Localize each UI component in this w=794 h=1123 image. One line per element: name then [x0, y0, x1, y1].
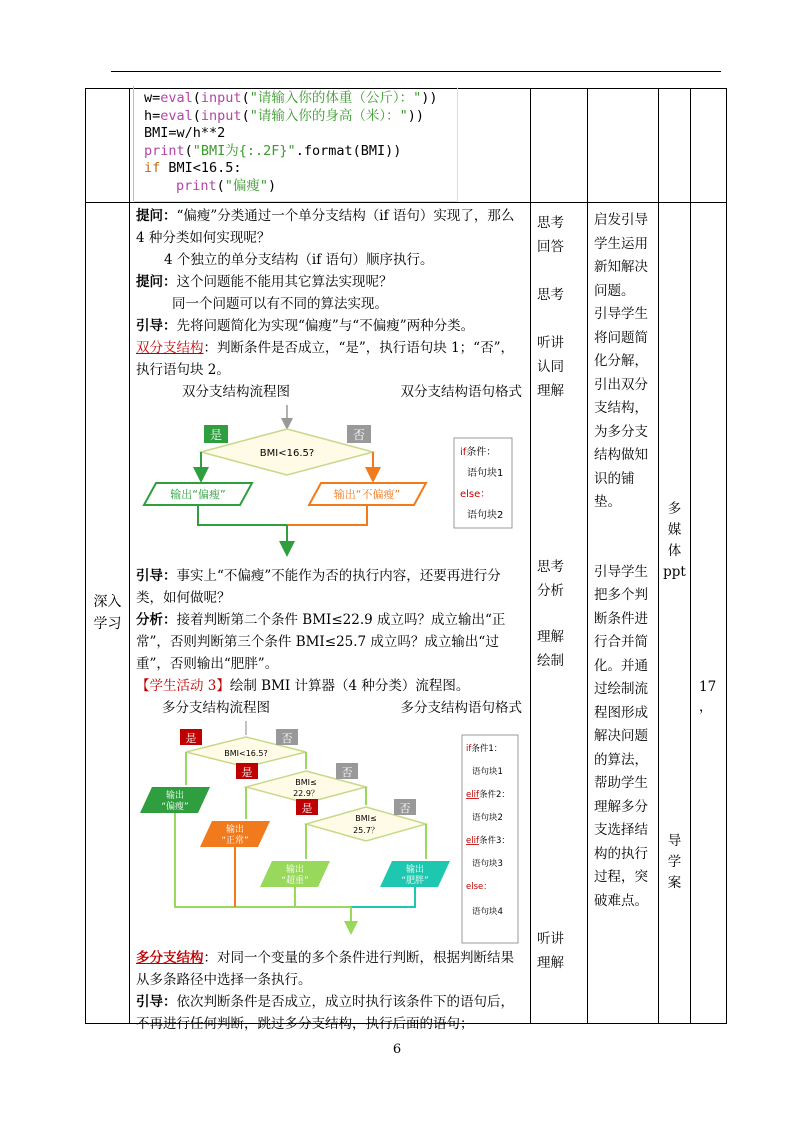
intent-2: 引导学生将问题简化分解，引出双分支结构，为多分支结构做知识的铺垫。 [594, 306, 648, 510]
analysis: 分析：接着判断第二个条件 BMI≤22.9 成立吗？成立输出“正常”，否则判断第三个条件 BMI≤25.7 成立吗？成立输出“过重”，否则输出“肥胖”。 [136, 612, 506, 672]
code-block [133, 86, 457, 201]
svg-text:elif条件3：: elif条件3： [466, 836, 510, 846]
content-body [130, 203, 530, 1032]
svg-text:是: 是 [241, 766, 253, 779]
caption-2: 多分支结构流程图 多分支结构语句格式 [162, 700, 522, 716]
svg-text:22.9？: 22.9？ [293, 789, 319, 798]
svg-text:输出: 输出 [285, 865, 305, 875]
lesson-table [85, 88, 727, 1032]
content-cell [130, 203, 531, 1032]
svg-text:BMI≤: BMI≤ [295, 778, 317, 787]
student-activity: 【学生活动 3】绘制 BMI 计算器（4 种分类）流程图。 [136, 678, 470, 694]
svg-text:输出“偏瘦”: 输出“偏瘦” [170, 488, 226, 501]
svg-text:是: 是 [185, 732, 197, 745]
intent-1: 启发引导学生运用新知解决问题。 [594, 212, 648, 299]
svg-text:BMI≤: BMI≤ [355, 814, 377, 823]
guide-1: 引导：先将问题简化为实现“偏瘦”与“不偏瘦”两种分类。 [136, 318, 475, 334]
design-intent-cell [588, 203, 659, 1024]
svg-text:25.7？: 25.7？ [353, 826, 379, 835]
dual-branch-flowchart [136, 405, 522, 565]
code-line-3: BMI=w/h**2 [144, 125, 226, 141]
code-line-6: print("偏瘦") [176, 177, 277, 194]
svg-text:else：: else： [466, 882, 492, 892]
svg-text:输出: 输出 [225, 825, 245, 835]
code-line-2: h=eval(input("请输入你的身高（米）：")) [144, 107, 424, 124]
svg-text:“肥胖”: “肥胖” [401, 876, 429, 886]
multi-branch-flowchart [136, 721, 522, 947]
svg-text:语句块1: 语句块1 [467, 468, 504, 479]
svg-text:是: 是 [209, 428, 223, 442]
svg-text:“偏瘦”: “偏瘦” [161, 802, 189, 812]
page-number: 6 [392, 1042, 402, 1057]
svg-text:否: 否 [341, 766, 353, 779]
student-activity-cell: 思考 回答 思考 听讲 认同 理解 思考 分析 理解 绘制 听讲 理解 [531, 203, 588, 1024]
svg-text:“超重”: “超重” [281, 876, 309, 886]
svg-text:否: 否 [281, 732, 293, 745]
dual-branch-def: 双分支结构：判断条件是否成立，“是”，执行语句块 1；“否”，执行语句块 2。 [136, 340, 514, 378]
phase-cell: 深入学习 [86, 203, 130, 1024]
media-cell: 多 媒 体 ppt 导 学 案 [659, 203, 691, 1024]
phase-cell-empty [86, 89, 130, 203]
caption-1: 双分支结构流程图 双分支结构语句格式 [182, 384, 522, 400]
svg-text:“正常”: “正常” [221, 836, 249, 846]
decision-label: BMI<16.5? [259, 448, 315, 459]
svg-text:语句块2: 语句块2 [472, 813, 503, 823]
code-line-4: print("BMI为{:.2F}".format(BMI)) [144, 142, 402, 159]
multi-branch-def: 多分支结构：对同一个变量的多个条件进行判断，根据判断结果从多条路径中选择一条执行。 [136, 950, 514, 988]
code-cell [130, 89, 531, 203]
svg-text:否: 否 [399, 802, 411, 815]
answer-1: 4 个独立的单分支结构（if 语句）顺序执行。 [164, 252, 434, 268]
svg-text:BMI<16.5?: BMI<16.5? [224, 749, 268, 758]
code-line-1: w=eval(input("请输入你的体重（公斤）：")) [144, 90, 438, 106]
svg-text:if条件1：: if条件1： [466, 744, 503, 754]
question-1: 提问：“偏瘦”分类通过一个单分支结构（if 语句）实现了，那么 4 种分类如何实现呢？ [136, 208, 515, 246]
code-line-5: if BMI<16.5: [144, 160, 242, 176]
svg-text:语句块3: 语句块3 [472, 859, 503, 869]
svg-text:if条件：: if条件： [460, 447, 497, 458]
code-row [86, 89, 727, 203]
svg-text:语句块1: 语句块1 [472, 767, 503, 777]
question-2: 提问：这个问题能不能用其它算法实现呢？ [136, 274, 393, 290]
header-rule [111, 71, 721, 72]
svg-text:语句块2: 语句块2 [467, 510, 504, 521]
main-row [86, 203, 727, 1024]
svg-text:elif条件2：: elif条件2： [466, 790, 510, 800]
guide-3: 引导：依次判断条件是否成立，成立时执行该条件下的语句后，不再进行任何判断，跳过多分支结构，执行后面的语句； [136, 994, 514, 1032]
svg-text:else：: else： [460, 489, 491, 500]
svg-text:否: 否 [352, 428, 366, 442]
answer-2: 同一个问题可以有不同的算法实现。 [172, 296, 388, 312]
svg-text:输出“不偏瘦”: 输出“不偏瘦” [333, 488, 401, 501]
time-cell: 17 ， [691, 203, 727, 1024]
svg-text:输出: 输出 [405, 865, 425, 875]
svg-text:输出: 输出 [165, 791, 185, 801]
svg-text:语句块4: 语句块4 [472, 907, 503, 917]
intent-3: 引导学生把多个判断条件进行合并简化。并通过绘制流程图形成解决问题的算法，帮助学生理解多分支选择结构的执行过程，突破难点。 [594, 563, 648, 909]
svg-text:是: 是 [301, 802, 313, 815]
guide-2: 引导：事实上“不偏瘦”不能作为否的执行内容，还要再进行分类，如何做呢？ [136, 568, 501, 606]
